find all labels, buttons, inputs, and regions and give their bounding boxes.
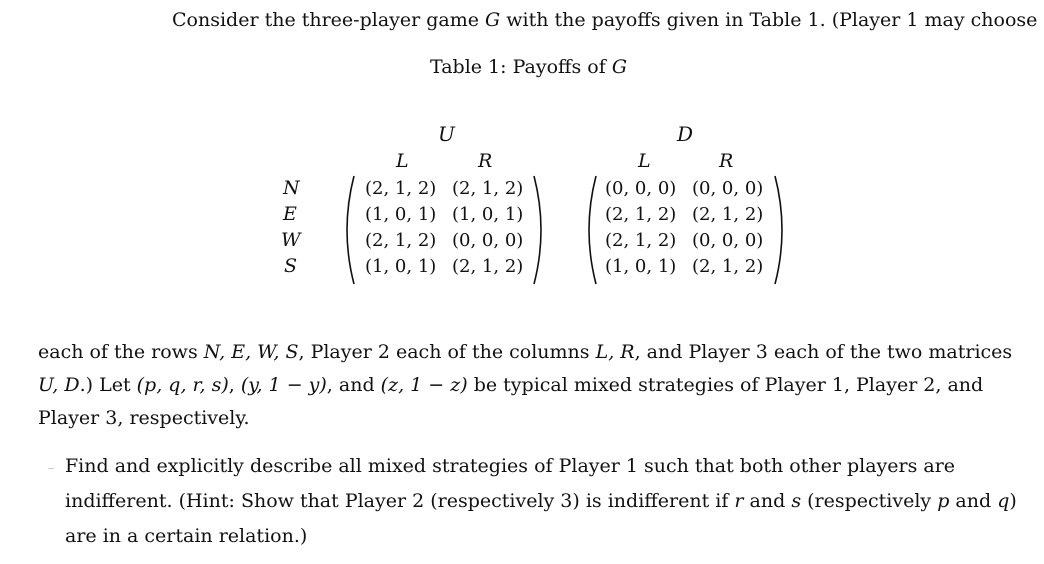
matrix-d-cell: (2, 1, 2) xyxy=(692,256,764,277)
matrix-d-cell: (0, 0, 0) xyxy=(692,230,764,251)
item-marker xyxy=(48,468,54,469)
matrix-u-label: U xyxy=(438,122,455,146)
matrix-d-cell: (2, 1, 2) xyxy=(605,230,677,251)
intro-text xyxy=(172,9,1037,31)
rows-math: N, E, W, S xyxy=(203,341,299,363)
intro-text-start: Consider the three-player game xyxy=(172,9,486,31)
cols-math: L, R xyxy=(595,341,635,363)
text-span: (respectively xyxy=(801,490,938,512)
matrix-d-col-l: L xyxy=(638,150,651,172)
var-q: q xyxy=(997,490,1010,512)
row-label-e: E xyxy=(283,203,297,225)
text-span: ) are in a certain relation.) xyxy=(65,490,1017,547)
matrix-u-cell: (2, 1, 2) xyxy=(365,230,437,251)
matrix-u-cell: (1, 0, 1) xyxy=(365,256,437,277)
strategy-player2-math: (y, 1 − y) xyxy=(240,374,327,396)
row-label-s: S xyxy=(284,255,298,277)
text-span: and xyxy=(743,490,792,512)
strategy-player3-math: (z, 1 − z) xyxy=(380,374,468,396)
matrix-u-cell: (1, 0, 1) xyxy=(452,204,524,225)
caption-prefix: Table 1: Payoffs of xyxy=(430,56,612,78)
var-p: p xyxy=(937,490,950,512)
game-symbol: G xyxy=(485,9,501,31)
matrix-u-cell: (1, 0, 1) xyxy=(365,204,437,225)
var-r: r xyxy=(734,490,744,512)
text-span: , xyxy=(228,374,241,396)
text-span: .) Let xyxy=(79,374,137,396)
text-span: , Player 2 each of the columns xyxy=(298,341,596,363)
text-span: be typical mixed strategies of Player 1, Player 2, and Player 3, respectively. xyxy=(38,374,984,429)
matrix-u-right-paren xyxy=(531,174,551,286)
matrix-u-cell: (2, 1, 2) xyxy=(452,178,524,199)
description-paragraph xyxy=(38,336,1028,435)
matrix-d-cell: (2, 1, 2) xyxy=(692,204,764,225)
matrix-d-cell: (1, 0, 1) xyxy=(605,256,677,277)
matrices-math: U, D xyxy=(38,374,80,396)
matrix-u-left-paren xyxy=(338,174,358,286)
row-label-n: N xyxy=(283,177,300,199)
matrix-d-cell: (0, 0, 0) xyxy=(692,178,764,199)
matrix-u-cell: (2, 1, 2) xyxy=(452,256,524,277)
matrix-d-cell: (0, 0, 0) xyxy=(605,178,677,199)
row-label-w: W xyxy=(281,229,301,251)
intro-text-end: with the payoffs given in Table 1. (Player 1 may choose xyxy=(500,9,1038,31)
text-span: , and Player 3 each of the two matrices xyxy=(634,341,1013,363)
matrix-d-left-paren xyxy=(580,174,600,286)
table-caption xyxy=(430,56,627,78)
matrix-u-col-l: L xyxy=(396,150,409,172)
matrix-d-col-r: R xyxy=(719,150,734,172)
matrix-d-cell: (2, 1, 2) xyxy=(605,204,677,225)
matrix-u-col-r: R xyxy=(478,150,493,172)
text-span: , and xyxy=(326,374,381,396)
text-span: each of the rows xyxy=(38,341,204,363)
text-span: Find and explicitly describe all mixed strategies of Player 1 such that both other players are indifferent. (Hint: Show that Player 2 (respectively 3) is indifferent if xyxy=(65,455,956,512)
matrix-u-cell: (2, 1, 2) xyxy=(365,178,437,199)
strategy-player1-math: (p, q, r, s) xyxy=(136,374,229,396)
var-s: s xyxy=(791,490,802,512)
matrix-u-cell: (0, 0, 0) xyxy=(452,230,524,251)
matrix-d-right-paren xyxy=(772,174,792,286)
caption-game-symbol: G xyxy=(611,56,627,78)
task-paragraph xyxy=(65,449,1040,554)
text-span: and xyxy=(949,490,998,512)
matrix-d-label: D xyxy=(677,122,694,146)
